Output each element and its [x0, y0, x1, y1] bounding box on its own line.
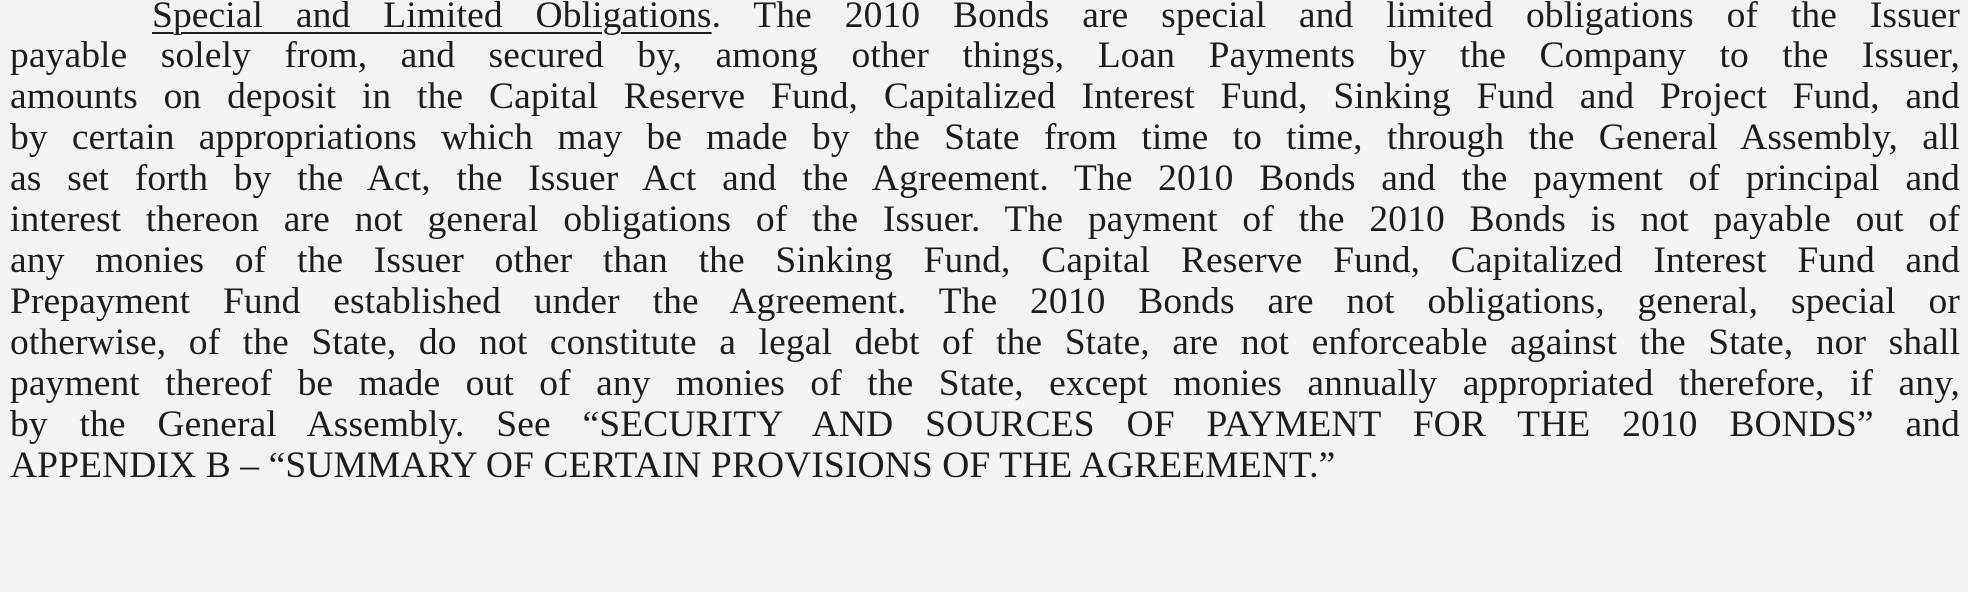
line-1-text: . The 2010 Bonds are special and limited obligations of the Issuer — [711, 0, 1960, 36]
paragraph-line-12: APPENDIX B – “SUMMARY OF CERTAIN PROVISIONS OF THE AGREEMENT.” — [10, 445, 1336, 486]
paragraph-line-7: any monies of the Issuer other than the Sinking Fund, Capital Reserve Fund, Capitalized Interest Fund and — [10, 240, 1960, 281]
paragraph-line-8: Prepayment Fund established under the Agreement. The 2010 Bonds are not obligations, general, special or — [10, 281, 1960, 322]
paragraph-line-3: amounts on deposit in the Capital Reserve Fund, Capitalized Interest Fund, Sinking Fund and Project Fund, and — [10, 76, 1960, 117]
paragraph-line-4: by certain appropriations which may be made by the State from time to time, through the General Assembly, all — [10, 117, 1960, 158]
paragraph-line-10: payment thereof be made out of any monies of the State, except monies annually appropriated therefore, if any, — [10, 363, 1960, 404]
paragraph-line-11: by the General Assembly. See “SECURITY AND SOURCES OF PAYMENT FOR THE 2010 BONDS” and — [10, 404, 1960, 445]
paragraph-line-2: payable solely from, and secured by, among other things, Loan Payments by the Company to the Issuer, — [10, 35, 1960, 76]
section-heading: Special and Limited Obligations — [152, 0, 712, 36]
paragraph-line-5: as set forth by the Act, the Issuer Act and the Agreement. The 2010 Bonds and the payment of principal and — [10, 158, 1960, 199]
paragraph-line-9: otherwise, of the State, do not constitute a legal debt of the State, are not enforceable against the State, nor shall — [10, 322, 1960, 363]
paragraph-line-6: interest thereon are not general obligations of the Issuer. The payment of the 2010 Bonds is not payable out of — [10, 199, 1960, 240]
